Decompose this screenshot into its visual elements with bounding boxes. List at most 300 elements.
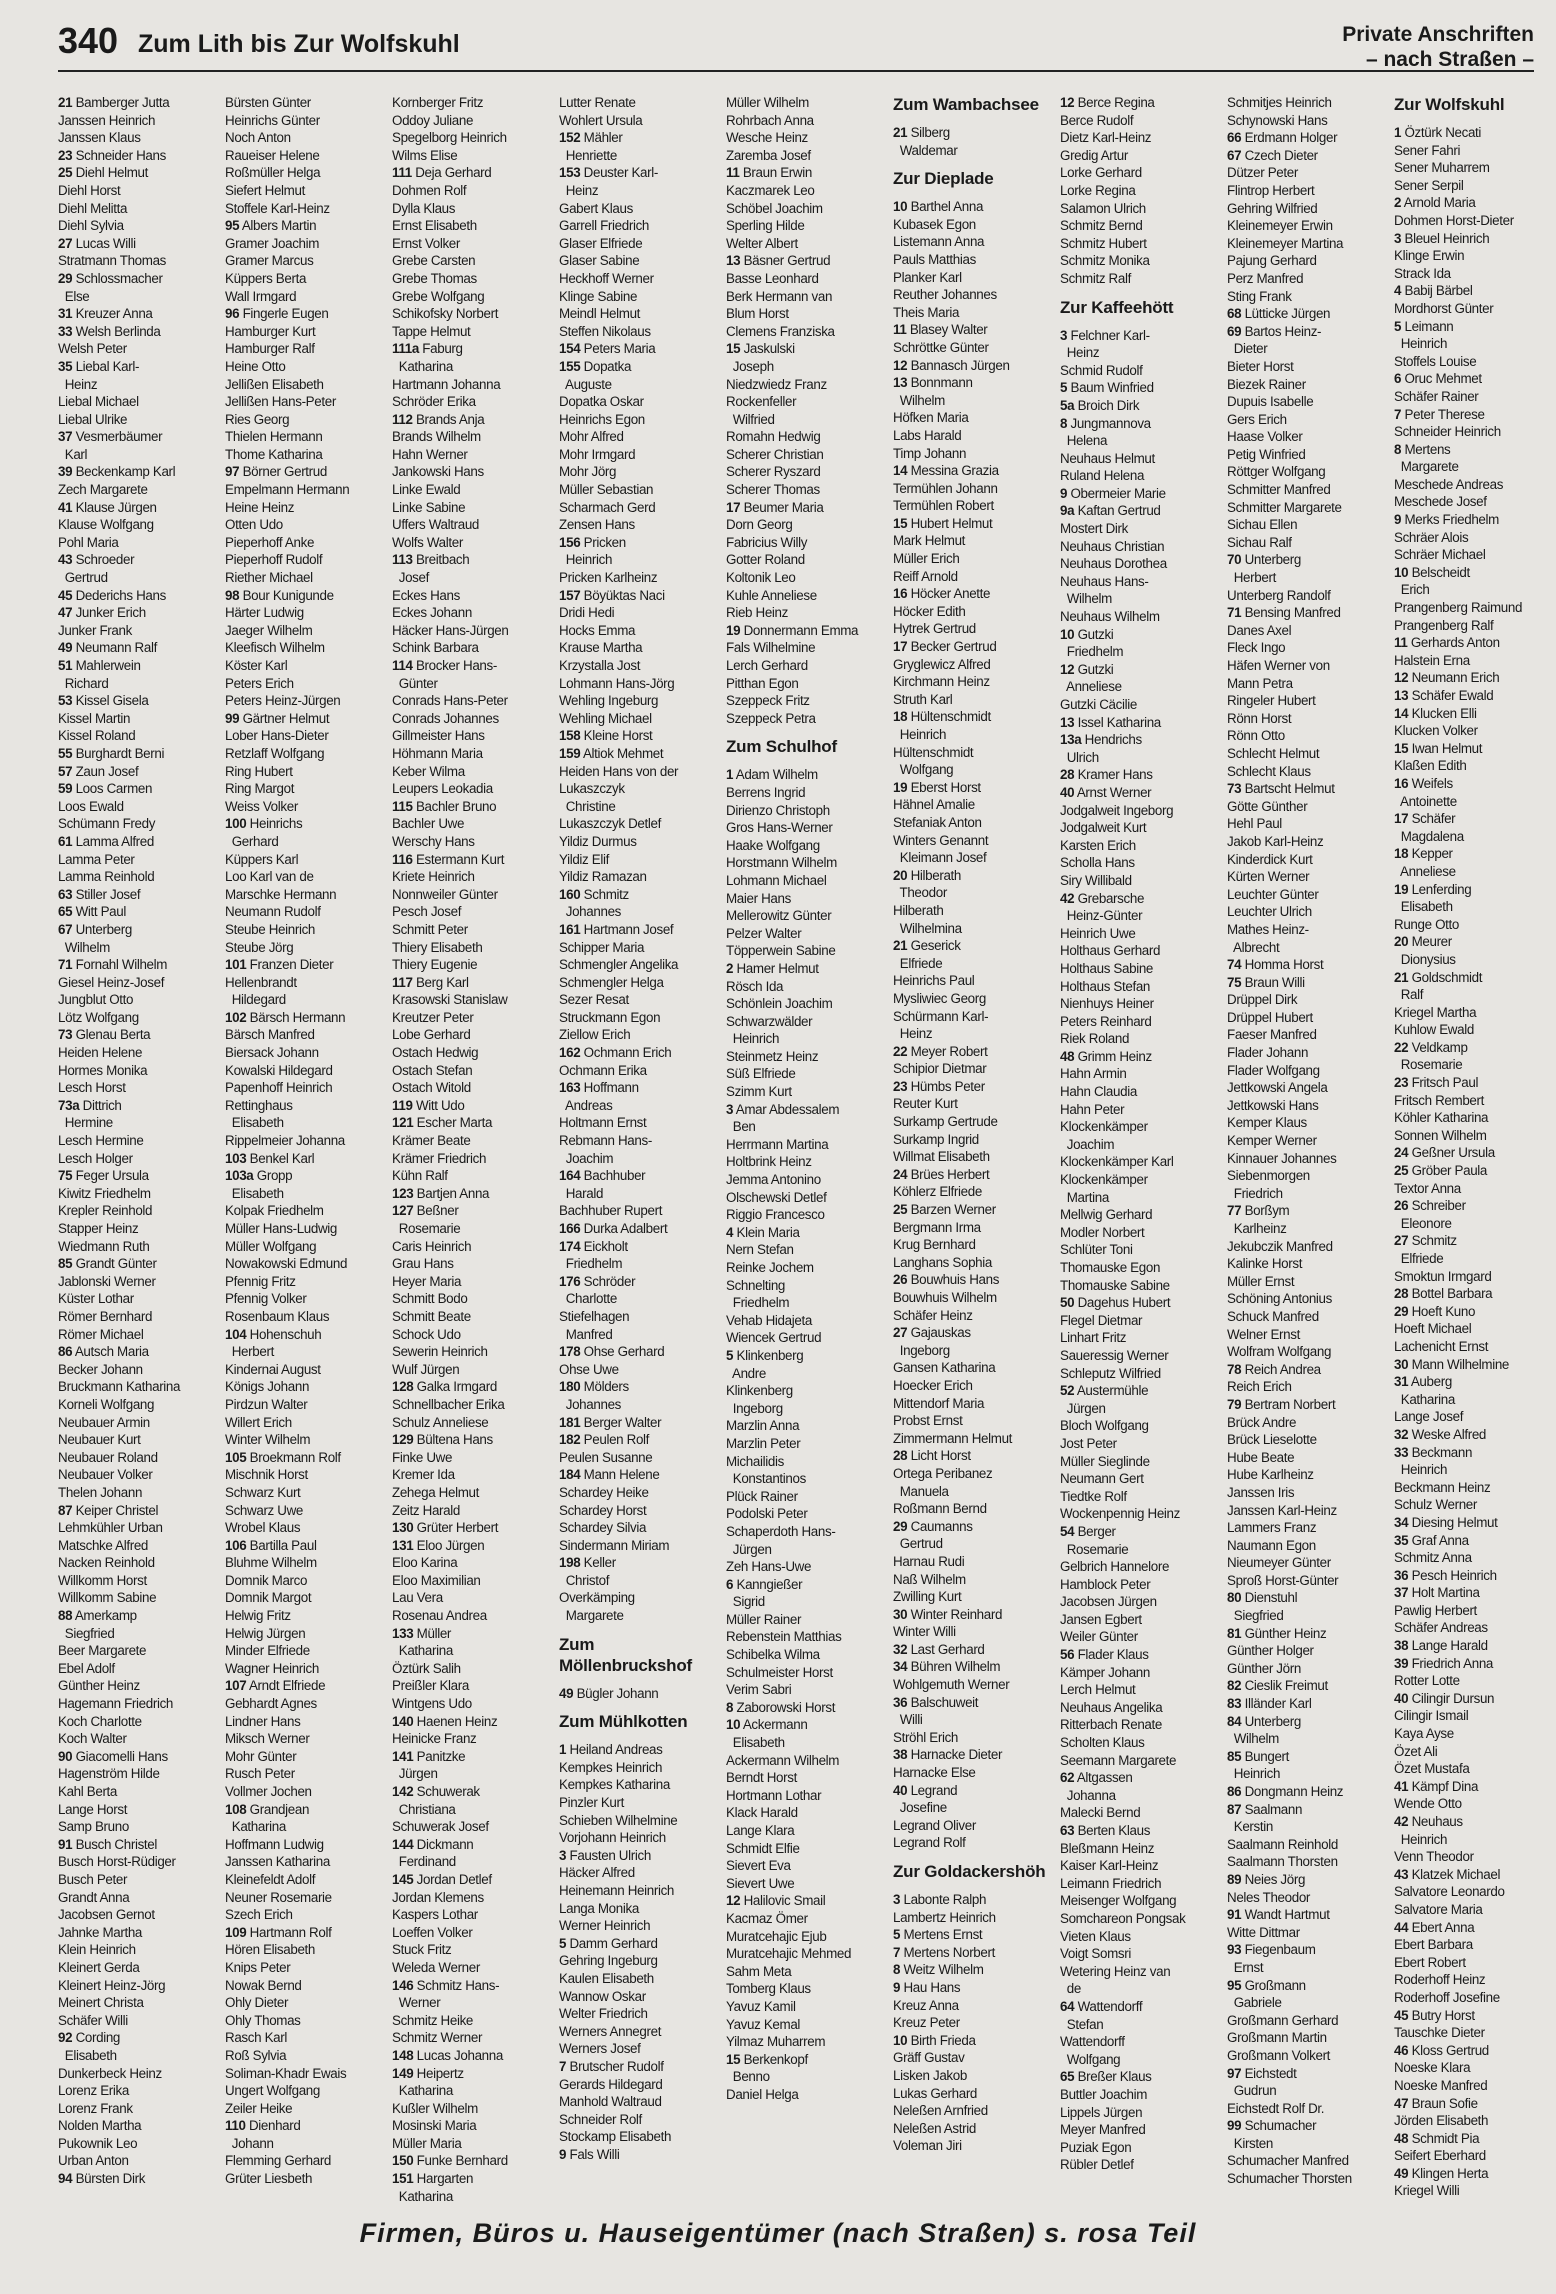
house-number: 1 bbox=[1394, 125, 1402, 140]
resident-name: Eickholt bbox=[583, 1238, 628, 1254]
resident-name: Sievert Uwe bbox=[726, 1875, 795, 1891]
resident-entry bbox=[1394, 2112, 1550, 2130]
resident-entry bbox=[726, 516, 882, 534]
resident-entry bbox=[1227, 833, 1383, 851]
resident-name: Neies Jörg bbox=[1244, 1871, 1306, 1887]
resident-entry bbox=[225, 481, 381, 499]
house-number: 10 bbox=[726, 1717, 741, 1733]
resident-name: Gerards Hildegard bbox=[559, 2076, 663, 2092]
house-number: 46 bbox=[1394, 2042, 1409, 2058]
resident-name: Wilhelm bbox=[1060, 591, 1112, 607]
resident-name: Witt Paul bbox=[75, 904, 127, 920]
resident-entry bbox=[726, 340, 882, 358]
resident-entry bbox=[893, 656, 1049, 674]
resident-name: Ebert Anna bbox=[1411, 1919, 1475, 1935]
house-number: 41 bbox=[58, 499, 73, 515]
house-number: 49 bbox=[559, 1685, 574, 1701]
resident-name: Gramer Joachim bbox=[225, 235, 320, 251]
resident-name: Kleinemeyer Martina bbox=[1227, 235, 1344, 251]
resident-name: Mann Petra bbox=[1227, 675, 1293, 691]
resident-entry bbox=[392, 1308, 548, 1326]
resident-entry bbox=[726, 872, 882, 890]
resident-name: Klause Wolfgang bbox=[58, 517, 154, 533]
resident-name: Braun Erwin bbox=[742, 165, 812, 181]
resident-name: Beckmann bbox=[1411, 1444, 1473, 1460]
resident-entry bbox=[559, 1378, 715, 1396]
resident-name: Zimmermann Helmut bbox=[893, 1430, 1013, 1446]
resident-entry bbox=[392, 1114, 548, 1132]
resident-entry bbox=[58, 2047, 214, 2065]
house-number: 152 bbox=[559, 130, 581, 146]
resident-entry bbox=[1394, 1672, 1550, 1690]
resident-entry bbox=[1227, 463, 1383, 481]
resident-entry bbox=[1227, 2152, 1383, 2170]
resident-name: Heinrich bbox=[893, 727, 947, 742]
resident-entry bbox=[1394, 1971, 1550, 1989]
resident-entry bbox=[559, 551, 715, 569]
resident-entry bbox=[58, 1607, 214, 1625]
resident-entry bbox=[726, 907, 882, 925]
resident-entry bbox=[893, 1817, 1049, 1835]
resident-entry bbox=[58, 1924, 214, 1942]
resident-entry bbox=[726, 182, 882, 200]
resident-entry bbox=[559, 534, 715, 552]
resident-entry bbox=[1227, 217, 1383, 235]
resident-name: Krug Bernhard bbox=[893, 1237, 976, 1253]
resident-entry bbox=[1060, 1171, 1216, 1189]
resident-entry bbox=[58, 428, 214, 446]
resident-name: Halstein Erna bbox=[1394, 652, 1470, 668]
resident-entry bbox=[559, 903, 715, 921]
resident-name: Wohlert Ursula bbox=[559, 112, 643, 128]
resident-entry bbox=[1394, 1778, 1550, 1796]
resident-entry bbox=[559, 2111, 715, 2129]
resident-entry bbox=[1227, 1009, 1383, 1027]
house-number: 133 bbox=[392, 1625, 414, 1641]
running-title: Zum Lith bis Zur Wolfskuhl bbox=[138, 30, 460, 58]
resident-name: Bartilla Paul bbox=[249, 1537, 317, 1553]
resident-entry bbox=[1060, 1734, 1216, 1752]
resident-entry bbox=[58, 288, 214, 306]
resident-entry bbox=[1060, 995, 1216, 1013]
resident-entry bbox=[1394, 247, 1550, 265]
resident-name: Schmitz Heike bbox=[392, 2012, 474, 2028]
resident-name: Hamburger Ralf bbox=[225, 341, 315, 357]
resident-name: Last Gerhard bbox=[910, 1641, 985, 1657]
resident-name: Schneider Rolf bbox=[559, 2111, 642, 2127]
resident-entry bbox=[726, 2033, 882, 2051]
resident-entry bbox=[893, 1377, 1049, 1395]
resident-name: Magdalena bbox=[1394, 828, 1464, 844]
resident-entry bbox=[225, 182, 381, 200]
resident-entry bbox=[225, 2100, 381, 2118]
resident-name: Lohmann Michael bbox=[726, 872, 827, 888]
resident-name: Schäfer Ewald bbox=[1411, 688, 1494, 703]
resident-entry bbox=[58, 692, 214, 710]
house-number: 180 bbox=[559, 1379, 581, 1395]
resident-name: Bamberger Jutta bbox=[75, 95, 170, 110]
resident-name: Illänder Karl bbox=[1244, 1696, 1312, 1712]
resident-name: Altiok Mehmet bbox=[582, 745, 664, 761]
resident-entry bbox=[559, 1794, 715, 1812]
resident-entry bbox=[392, 851, 548, 869]
resident-entry bbox=[726, 1646, 882, 1664]
resident-entry bbox=[58, 1871, 214, 1889]
resident-name: Erdmann Holger bbox=[1244, 130, 1338, 146]
resident-name: Neuner Rosemarie bbox=[225, 1889, 332, 1905]
resident-entry bbox=[225, 1273, 381, 1291]
resident-entry bbox=[1227, 147, 1383, 165]
resident-entry bbox=[1394, 1391, 1550, 1409]
resident-entry bbox=[893, 1219, 1049, 1237]
resident-name: Muratcehajic Ejub bbox=[726, 1928, 827, 1944]
resident-entry bbox=[1227, 481, 1383, 499]
resident-name: Maier Hans bbox=[726, 890, 791, 906]
resident-entry bbox=[392, 2152, 548, 2170]
resident-entry bbox=[1227, 1273, 1383, 1291]
resident-entry bbox=[392, 886, 548, 904]
resident-name: Bachler Uwe bbox=[392, 816, 465, 832]
resident-entry bbox=[58, 1818, 214, 1836]
resident-entry bbox=[58, 1572, 214, 1590]
resident-name: Eckes Johann bbox=[392, 605, 472, 621]
resident-entry bbox=[392, 780, 548, 798]
house-number: 36 bbox=[1394, 1567, 1409, 1583]
house-number: 108 bbox=[225, 1801, 247, 1817]
directory-column-7 bbox=[1060, 94, 1216, 2204]
resident-name: Koch Walter bbox=[58, 1731, 127, 1747]
resident-entry bbox=[225, 1361, 381, 1379]
resident-entry bbox=[1394, 1338, 1550, 1356]
resident-entry bbox=[225, 463, 381, 481]
resident-entry bbox=[58, 393, 214, 411]
resident-name: Klinkenberg bbox=[736, 1347, 804, 1363]
resident-name: Klaßen Edith bbox=[1394, 758, 1467, 774]
resident-name: Kaftan Gertrud bbox=[1077, 503, 1161, 519]
resident-entry bbox=[893, 1891, 1049, 1909]
resident-name: Hellenbrandt bbox=[225, 974, 297, 990]
resident-name: Lau Vera bbox=[392, 1590, 443, 1606]
resident-name: Seemann Margarete bbox=[1060, 1752, 1177, 1768]
resident-entry bbox=[1227, 1783, 1383, 1801]
house-number: 48 bbox=[1394, 2130, 1409, 2146]
resident-entry bbox=[726, 1558, 882, 1576]
resident-name: Andreas bbox=[559, 1097, 613, 1113]
resident-entry bbox=[1060, 1417, 1216, 1435]
resident-name: Panitzke bbox=[416, 1748, 466, 1764]
resident-entry bbox=[225, 1466, 381, 1484]
resident-name: Linke Sabine bbox=[392, 499, 466, 515]
section-heading-line1: Private Anschriften bbox=[1342, 23, 1534, 46]
resident-entry bbox=[225, 1730, 381, 1748]
resident-entry bbox=[392, 1959, 548, 1977]
resident-entry bbox=[1394, 1144, 1550, 1162]
resident-entry bbox=[392, 200, 548, 218]
resident-entry bbox=[392, 1941, 548, 1959]
resident-name: Jaeger Wilhelm bbox=[225, 622, 313, 638]
resident-entry bbox=[893, 2120, 1049, 2138]
directory-column-8 bbox=[1227, 94, 1383, 2204]
resident-name: Grebarsche bbox=[1077, 890, 1145, 906]
resident-name: Sener Muharrem bbox=[1394, 160, 1490, 176]
resident-name: Weitz Wilhelm bbox=[903, 1962, 984, 1978]
resident-name: Struth Karl bbox=[893, 691, 953, 707]
house-number: 1 bbox=[559, 1742, 567, 1758]
resident-entry bbox=[1394, 1831, 1550, 1849]
resident-name: Schleputz Wilfried bbox=[1060, 1365, 1161, 1381]
resident-name: Süß Elfriede bbox=[726, 1066, 796, 1082]
resident-name: Schaperdoth Hans- bbox=[726, 1523, 836, 1539]
resident-entry bbox=[392, 2065, 548, 2083]
resident-name: Breitbach bbox=[415, 552, 470, 568]
resident-entry bbox=[893, 1395, 1049, 1413]
resident-name: Wende Otto bbox=[1394, 1796, 1462, 1812]
resident-entry bbox=[1227, 1202, 1383, 1220]
resident-entry bbox=[58, 164, 214, 182]
resident-name: Pawlig Herbert bbox=[1394, 1602, 1477, 1618]
house-number: 6 bbox=[1394, 371, 1402, 387]
resident-name: Nowak Bernd bbox=[225, 1977, 302, 1993]
house-number: 43 bbox=[58, 552, 73, 568]
resident-name: Heinrich bbox=[1394, 1831, 1448, 1847]
resident-name: Schock Udo bbox=[392, 1326, 461, 1342]
resident-entry bbox=[726, 551, 882, 569]
resident-name: Richard bbox=[58, 675, 109, 691]
resident-entry bbox=[1394, 1901, 1550, 1919]
resident-entry bbox=[392, 288, 548, 306]
resident-entry bbox=[1060, 397, 1216, 415]
resident-entry bbox=[1394, 353, 1550, 371]
resident-entry bbox=[225, 1343, 381, 1361]
house-number: 123 bbox=[392, 1185, 414, 1201]
resident-name: Ulrich bbox=[1060, 749, 1099, 765]
house-number: 24 bbox=[1394, 1145, 1409, 1161]
resident-name: Lohmann Hans-Jörg bbox=[559, 675, 675, 691]
resident-entry bbox=[392, 129, 548, 147]
resident-entry bbox=[58, 1150, 214, 1168]
resident-entry bbox=[1060, 182, 1216, 200]
resident-entry bbox=[392, 1748, 548, 1766]
resident-name: Klein Heinrich bbox=[58, 1942, 136, 1958]
resident-name: Reuther Johannes bbox=[893, 287, 997, 303]
resident-name: Helwig Jürgen bbox=[225, 1625, 306, 1641]
resident-name: Kubasek Egon bbox=[893, 216, 976, 232]
house-number: 3 bbox=[1060, 327, 1068, 343]
resident-name: Vehab Hidajeta bbox=[726, 1312, 812, 1328]
resident-name: Arnst Werner bbox=[1076, 784, 1152, 800]
resident-name: Mohr Jörg bbox=[559, 464, 617, 480]
resident-entry bbox=[225, 780, 381, 798]
resident-entry bbox=[392, 1026, 548, 1044]
resident-entry bbox=[392, 921, 548, 939]
resident-name: Hubert Helmut bbox=[910, 515, 993, 531]
resident-entry bbox=[58, 1730, 214, 1748]
resident-entry bbox=[559, 780, 715, 798]
resident-name: Barthel Anna bbox=[910, 199, 984, 215]
resident-entry bbox=[225, 270, 381, 288]
resident-name: Roderhoff Heinz bbox=[1394, 1972, 1486, 1988]
resident-name: Wilhelm bbox=[1227, 1731, 1279, 1747]
resident-name: Cilingir Ismail bbox=[1394, 1708, 1469, 1724]
resident-name: Rosemarie bbox=[1394, 1057, 1463, 1073]
house-number: 11 bbox=[893, 322, 907, 338]
resident-entry bbox=[726, 1734, 882, 1752]
resident-entry bbox=[1060, 907, 1216, 925]
resident-entry bbox=[1060, 520, 1216, 538]
resident-name: Tiedtke Rolf bbox=[1060, 1488, 1127, 1504]
house-number: 9 bbox=[559, 2146, 567, 2162]
resident-name: Lobe Gerhard bbox=[392, 1027, 471, 1043]
resident-name: Rebenstein Matthias bbox=[726, 1629, 842, 1645]
house-number: 28 bbox=[1394, 1286, 1409, 1302]
resident-name: Bartos Heinz- bbox=[1244, 323, 1322, 339]
resident-name: Ries Georg bbox=[225, 411, 290, 427]
resident-entry bbox=[1394, 1919, 1550, 1937]
resident-entry bbox=[58, 551, 214, 569]
resident-name: Merks Friedhelm bbox=[1404, 512, 1499, 528]
resident-entry bbox=[1394, 2130, 1550, 2148]
resident-entry bbox=[392, 1167, 548, 1185]
resident-name: Günther Jörn bbox=[1227, 1660, 1301, 1676]
resident-name: Ströhl Erich bbox=[893, 1729, 959, 1745]
resident-entry bbox=[58, 1959, 214, 1977]
resident-name: Schwarzwälder bbox=[726, 1013, 813, 1029]
resident-entry bbox=[1394, 300, 1550, 318]
resident-name: Werners Annegret bbox=[559, 2023, 662, 2039]
resident-name: Loos Carmen bbox=[75, 781, 153, 797]
house-number: 97 bbox=[225, 464, 240, 480]
resident-name: Muratcehajic Mehmed bbox=[726, 1946, 852, 1962]
resident-name: Kußler Wilhelm bbox=[392, 2100, 478, 2116]
directory-column-2 bbox=[225, 94, 381, 2204]
resident-name: Kaspers Lothar bbox=[392, 1907, 478, 1923]
resident-entry bbox=[726, 305, 882, 323]
resident-entry bbox=[726, 784, 882, 802]
resident-name: Loos Ewald bbox=[58, 798, 124, 814]
resident-entry bbox=[559, 1150, 715, 1168]
house-number: 86 bbox=[58, 1344, 73, 1360]
resident-name: Stoffele Karl-Heinz bbox=[225, 200, 330, 216]
resident-entry bbox=[392, 1062, 548, 1080]
resident-name: Finke Uwe bbox=[392, 1449, 453, 1465]
resident-name: Schmengler Angelika bbox=[559, 957, 679, 973]
resident-entry bbox=[392, 815, 548, 833]
resident-entry bbox=[893, 2102, 1049, 2120]
house-number: 52 bbox=[1060, 1383, 1075, 1399]
resident-entry bbox=[1227, 903, 1383, 921]
resident-name: Köhlerz Elfriede bbox=[893, 1184, 982, 1200]
resident-entry bbox=[1394, 863, 1550, 881]
resident-name: Großmann Gerhard bbox=[1227, 2012, 1339, 2028]
resident-entry bbox=[1227, 657, 1383, 675]
resident-entry bbox=[1394, 1567, 1550, 1585]
resident-entry bbox=[1227, 1079, 1383, 1097]
resident-name: Stockamp Elisabeth bbox=[559, 2129, 672, 2145]
resident-name: Thiery Eugenie bbox=[392, 957, 478, 973]
resident-entry bbox=[726, 1628, 882, 1646]
resident-name: Mellerowitz Günter bbox=[726, 908, 832, 924]
resident-entry bbox=[1394, 1180, 1550, 1198]
resident-entry bbox=[58, 2012, 214, 2030]
house-number: 68 bbox=[1227, 306, 1242, 322]
resident-entry bbox=[392, 164, 548, 182]
house-number: 18 bbox=[1394, 846, 1409, 862]
resident-name: Schumacher Thorsten bbox=[1227, 2171, 1352, 2187]
resident-name: Pinzler Kurt bbox=[559, 1795, 625, 1811]
resident-entry bbox=[893, 1997, 1049, 2015]
house-number: 49 bbox=[58, 640, 73, 656]
house-number: 37 bbox=[1394, 1585, 1409, 1601]
resident-name: Vesmerbäumer bbox=[75, 429, 163, 445]
resident-entry bbox=[1060, 1928, 1216, 1946]
resident-name: Höcker Edith bbox=[893, 603, 966, 619]
resident-entry bbox=[392, 270, 548, 288]
resident-name: Scholla Hans bbox=[1060, 855, 1135, 871]
resident-name: Naumann Egon bbox=[1227, 1537, 1316, 1553]
resident-entry bbox=[1060, 1769, 1216, 1787]
house-number: 18 bbox=[893, 709, 908, 725]
resident-name: Witte Dittmar bbox=[1227, 1924, 1300, 1940]
resident-entry bbox=[1394, 810, 1550, 828]
resident-name: Gehring Wilfried bbox=[1227, 200, 1318, 216]
resident-name: Schikofsky Norbert bbox=[392, 306, 499, 322]
resident-entry bbox=[392, 1449, 548, 1467]
resident-entry bbox=[392, 463, 548, 481]
resident-entry bbox=[392, 1378, 548, 1396]
resident-entry bbox=[225, 569, 381, 587]
resident-entry bbox=[392, 1818, 548, 1836]
resident-entry bbox=[392, 903, 548, 921]
resident-name: Kalinke Horst bbox=[1227, 1256, 1303, 1272]
resident-entry bbox=[1394, 406, 1550, 424]
resident-name: Schäfer Heinz bbox=[893, 1307, 973, 1323]
resident-entry bbox=[1060, 2104, 1216, 2122]
resident-entry bbox=[559, 428, 715, 446]
house-number: 5 bbox=[559, 1935, 567, 1951]
resident-entry bbox=[1060, 2033, 1216, 2051]
resident-entry bbox=[893, 1359, 1049, 1377]
street-heading: Zur Dieplade bbox=[893, 169, 994, 189]
resident-entry bbox=[1060, 2016, 1216, 2034]
resident-entry bbox=[1394, 1866, 1550, 1884]
resident-name: Schmitz Hubert bbox=[1060, 235, 1147, 251]
resident-entry bbox=[1394, 898, 1550, 916]
resident-entry bbox=[1227, 1343, 1383, 1361]
house-number: 32 bbox=[893, 1641, 908, 1657]
resident-entry bbox=[225, 1801, 381, 1819]
resident-name: Friedhelm bbox=[559, 1256, 623, 1272]
resident-name: Holthaus Stefan bbox=[1060, 978, 1151, 994]
resident-entry bbox=[559, 710, 715, 728]
resident-entry bbox=[58, 94, 214, 112]
house-number: 27 bbox=[58, 235, 73, 251]
resident-entry bbox=[58, 833, 214, 851]
resident-entry bbox=[1394, 1690, 1550, 1708]
resident-entry bbox=[225, 428, 381, 446]
resident-entry bbox=[58, 1484, 214, 1502]
house-number: 176 bbox=[559, 1273, 581, 1289]
resident-name: Lamma Alfred bbox=[75, 833, 154, 849]
resident-entry bbox=[225, 393, 381, 411]
resident-name: Malecki Bernd bbox=[1060, 1805, 1141, 1821]
resident-entry bbox=[58, 639, 214, 657]
resident-entry bbox=[392, 2029, 548, 2047]
resident-name: Broich Dirk bbox=[1077, 397, 1140, 413]
footer-note: Firmen, Büros u. Hauseigentümer (nach Straßen) s. rosa Teil bbox=[359, 2218, 1197, 2248]
resident-entry bbox=[726, 358, 882, 376]
resident-entry bbox=[1227, 1765, 1383, 1783]
resident-entry bbox=[1060, 2051, 1216, 2069]
